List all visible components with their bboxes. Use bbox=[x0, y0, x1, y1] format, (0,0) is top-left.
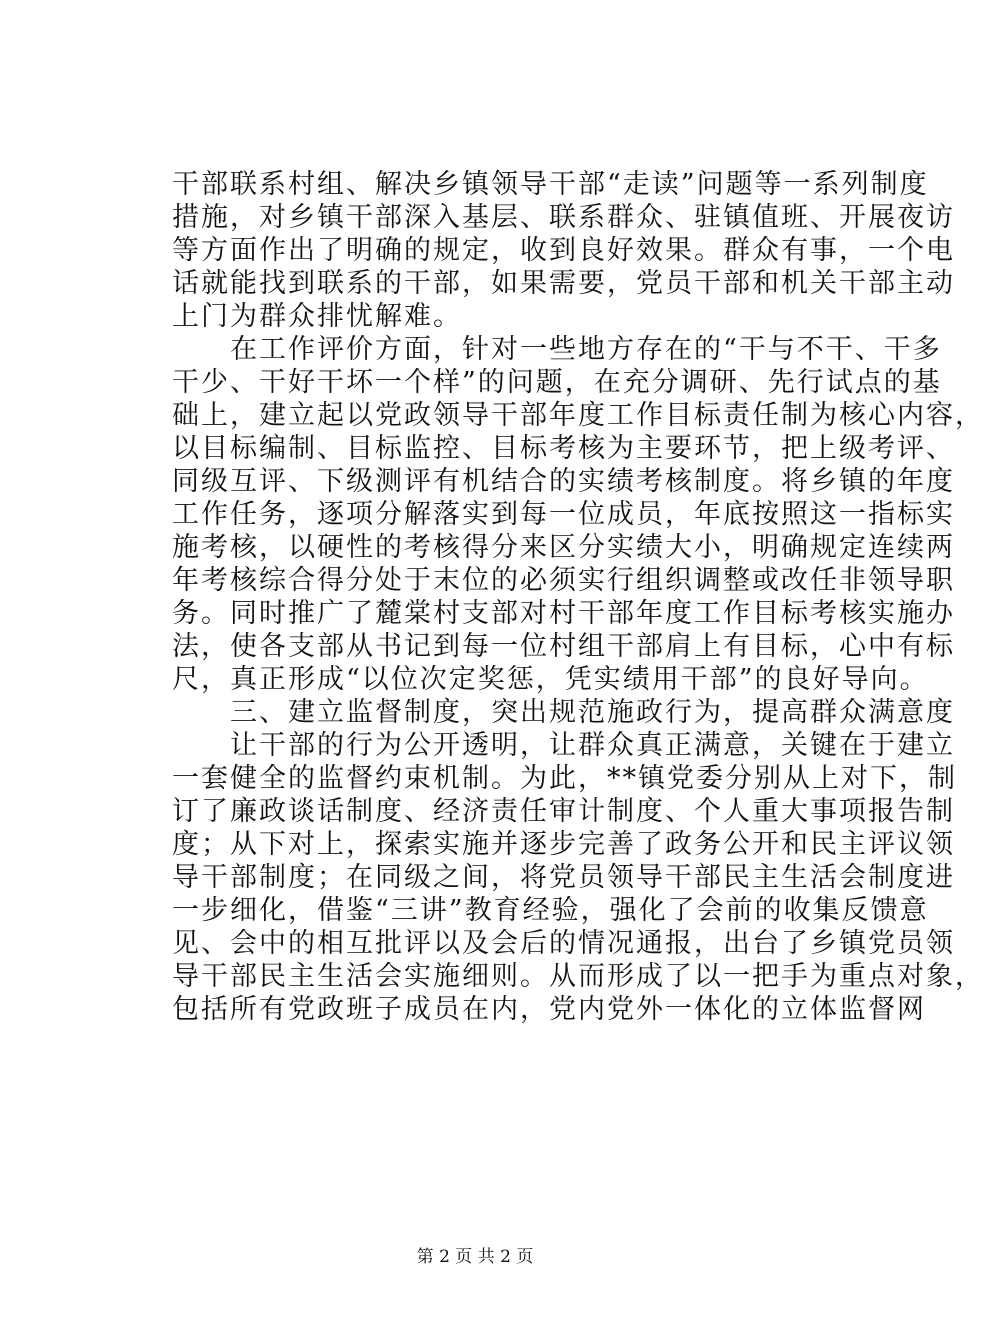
text-line: 包括所有党政班子成员在内，党内党外一体化的立体监督网 bbox=[172, 994, 926, 1025]
text-line: 法，使各支部从书记到每一位村组干部肩上有目标，心中有标 bbox=[172, 631, 955, 662]
text-line: 等方面作出了明确的规定，收到良好效果。群众有事，一个电 bbox=[172, 235, 955, 266]
text-line: 干少、干好干坏一个样”的问题，在充分调研、先行试点的基 bbox=[172, 367, 942, 398]
text-line: 让干部的行为公开透明，让群众真正满意，关键在于建立 bbox=[172, 730, 955, 761]
text-line: 工作任务，逐项分解落实到每一位成员，年底按照这一指标实 bbox=[172, 499, 955, 530]
text-line: 务。同时推广了麓棠村支部对村干部年度工作目标考核实施办 bbox=[172, 598, 955, 629]
text-line: 一套健全的监督约束机制。为此，**镇党委分别从上对下，制 bbox=[172, 763, 957, 794]
text-line: 见、会中的相互批评以及会后的情况通报，出台了乡镇党员领 bbox=[172, 928, 955, 959]
text-line: 干部联系村组、解决乡镇领导干部“走读”问题等一系列制度 bbox=[172, 169, 929, 200]
text-line: 一步细化，借鉴“三讲”教育经验，强化了会前的收集反馈意 bbox=[172, 895, 929, 926]
text-line: 施考核，以硬性的考核得分来区分实绩大小，明确规定连续两 bbox=[172, 532, 955, 563]
text-line: 以目标编制、目标监控、目标考核为主要环节，把上级考评、 bbox=[172, 433, 955, 464]
text-line: 上门为群众排忧解难。 bbox=[172, 301, 462, 332]
text-line: 导干部民主生活会实施细则。从而形成了以一把手为重点对象， bbox=[172, 961, 984, 992]
text-line: 在工作评价方面，针对一些地方存在的“干与不干、干多 bbox=[172, 334, 942, 365]
text-line: 同级互评、下级测评有机结合的实绩考核制度。将乡镇的年度 bbox=[172, 466, 955, 497]
text-line: 年考核综合得分处于末位的必须实行组织调整或改任非领导职 bbox=[172, 565, 955, 596]
text-line: 度；从下对上，探索实施并逐步完善了政务公开和民主评议领 bbox=[172, 829, 955, 860]
text-line: 措施，对乡镇干部深入基层、联系群众、驻镇值班、开展夜访 bbox=[172, 202, 955, 233]
page-footer: 第 2 页 共 2 页 bbox=[416, 1247, 534, 1267]
document-body bbox=[172, 168, 984, 1026]
text-line: 订了廉政谈话制度、经济责任审计制度、个人重大事项报告制 bbox=[172, 796, 955, 827]
text-line: 导干部制度；在同级之间，将党员领导干部民主生活会制度进 bbox=[172, 862, 955, 893]
text-line: 话就能找到联系的干部，如果需要，党员干部和机关干部主动 bbox=[172, 268, 955, 299]
text-line: 础上，建立起以党政领导干部年度工作目标责任制为核心内容， bbox=[172, 400, 984, 431]
section-heading: 三、建立监督制度，突出规范施政行为，提高群众满意度 bbox=[172, 697, 955, 728]
text-line: 尺，真正形成“以位次定奖惩，凭实绩用干部”的良好导向。 bbox=[172, 664, 929, 695]
